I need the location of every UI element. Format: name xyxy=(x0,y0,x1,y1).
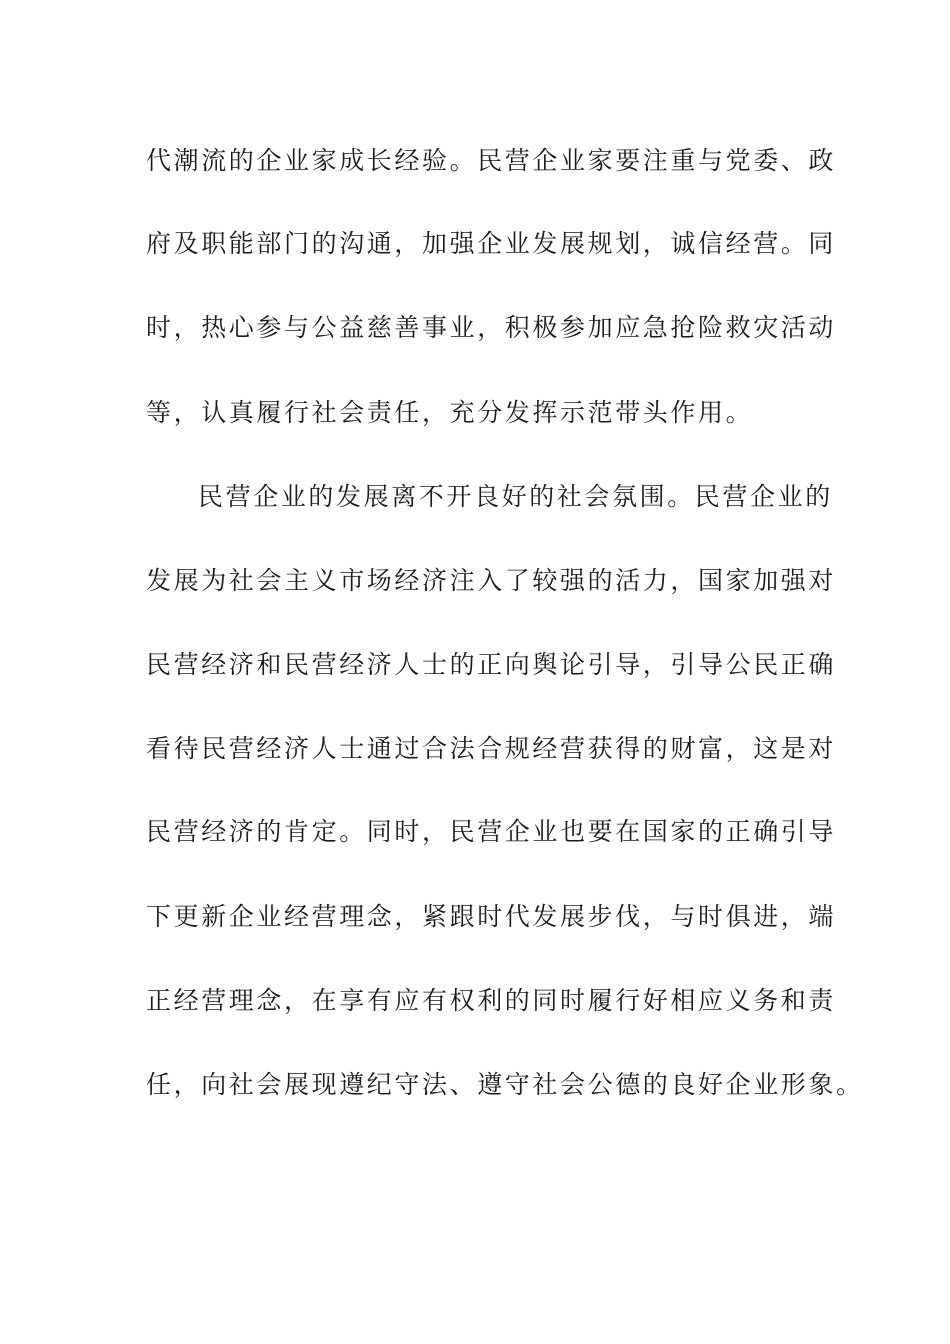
paragraph-first-line: 民营企业的发展离不开良好的社会氛围。民营企业的 xyxy=(198,482,833,511)
text-line: 下更新企业经营理念，紧跟时代发展步伐，与时俱进，端 xyxy=(146,902,837,931)
text-line: 发展为社会主义市场经济注入了较强的活力，国家加强对 xyxy=(146,566,837,595)
text-line: 看待民营经济人士通过合法合规经营获得的财富，这是对 xyxy=(146,734,837,763)
text-line: 正经营理念，在享有应有权利的同时履行好相应义务和责 xyxy=(146,986,837,1015)
text-line: 府及职能部门的沟通，加强企业发展规划，诚信经营。同 xyxy=(146,229,837,258)
text-line: 时，热心参与公益慈善事业，积极参加应急抢险救灾活动 xyxy=(146,313,837,342)
text-line: 民营经济和民营经济人士的正向舆论引导，引导公民正确 xyxy=(146,650,837,679)
text-line: 等，认真履行社会责任，充分发挥示范带头作用。 xyxy=(146,398,754,427)
text-line: 任，向社会展现遵纪守法、遵守社会公德的良好企业形象。 xyxy=(146,1070,864,1099)
text-line: 代潮流的企业家成长经验。民营企业家要注重与党委、政 xyxy=(146,146,837,175)
text-line: 民营经济的肯定。同时，民营企业也要在国家的正确引导 xyxy=(146,817,837,846)
